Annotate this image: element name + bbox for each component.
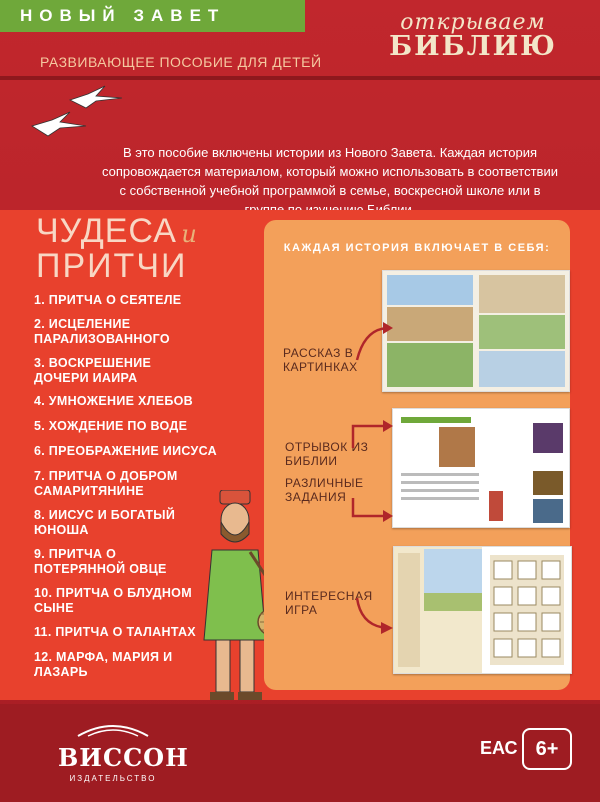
excerpt-preview — [392, 408, 570, 528]
publisher-emblem-icon — [68, 722, 158, 738]
book-subtitle: РАЗВИВАЮЩЕЕ ПОСОБИЕ ДЛЯ ДЕТЕЙ — [40, 54, 322, 70]
story-item: 7. ПРИТЧА О ДОБРОМ САМАРИТЯНИНЕ — [34, 469, 178, 498]
story-item: 4. УМНОЖЕНИЕ ХЛЕБОВ — [34, 394, 194, 408]
label-tasks: РАЗЛИЧНЫЕ ЗАДАНИЯ — [285, 476, 364, 504]
publisher-label: ИЗДАТЕЛЬСТВО — [69, 774, 157, 783]
publisher-logo — [58, 722, 189, 783]
label-game: ИНТЕРЕСНАЯ ИГРА — [285, 589, 373, 617]
story-item: 6. ПРЕОБРАЖЕНИЕ ИИСУСА — [34, 444, 217, 458]
logo-line-1: открываем — [400, 10, 546, 35]
intro-text: В это пособие включены истории из Нового Завета. Каждая история сопровождается материалом, который можно использовать в соответствии с собственной учебной программой в семье, воскресной школе или в — [102, 145, 558, 198]
birds-illustration — [30, 82, 140, 142]
brand-logo — [388, 10, 558, 70]
bird-icon — [70, 86, 122, 108]
story-item: 3. ВОСКРЕШЕНИЕ ДОЧЕРИ ИАИРА — [34, 356, 152, 385]
title-miracles: ЧУДЕСА — [36, 212, 177, 250]
story-item: 8. ИИСУС И БОГАТЫЙ ЮНОША — [34, 508, 176, 537]
story-item: 1. ПРИТЧА О СЕЯТЕЛЕ — [34, 293, 182, 307]
arrow-icon — [355, 320, 395, 370]
story-item: 10. ПРИТЧА О БЛУДНОМ СЫНЕ — [34, 586, 192, 615]
game-preview — [393, 546, 572, 674]
bracket-arrow-icon — [343, 418, 395, 540]
series-bar — [0, 0, 305, 32]
story-item: 9. ПРИТЧА О ПОТЕРЯННОЙ ОВЦЕ — [34, 547, 167, 576]
publisher-name: ВИССОН — [58, 743, 189, 772]
logo-line-2: БИБЛИЮ — [389, 31, 557, 62]
story-item: 11. ПРИТЧА О ТАЛАНТАХ — [34, 625, 196, 639]
story-item: 5. ХОЖДЕНИЕ ПО ВОДЕ — [34, 419, 188, 433]
eac-mark: ЕАС — [480, 738, 518, 758]
features-heading: КАЖДАЯ ИСТОРИЯ ВКЛЮЧАЕТ В СЕБЯ: — [283, 242, 551, 254]
label-excerpt: ОТРЫВОК ИЗ БИБЛИИ — [285, 440, 369, 468]
comics-preview — [382, 270, 570, 392]
series-title: НОВЫЙ ЗАВЕТ — [20, 6, 226, 25]
title-parables: ПРИТЧИ — [36, 247, 188, 285]
label-comics: РАССКАЗ В КАРТИНКАХ — [283, 346, 358, 374]
bird-icon — [32, 112, 86, 136]
age-rating-badge: 6+ — [522, 728, 572, 770]
comics-preview-image — [383, 271, 569, 391]
title-and: и — [181, 220, 197, 248]
game-preview-image — [394, 547, 571, 673]
header-divider — [0, 76, 600, 80]
arrow-icon — [355, 596, 395, 640]
excerpt-preview-image — [393, 409, 569, 527]
section-title — [36, 212, 197, 286]
story-item: 2. ИСЦЕЛЕНИЕ ПАРАЛИЗОВАННОГО — [34, 317, 170, 346]
story-item: 12. МАРФА, МАРИЯ И ЛАЗАРЬ — [34, 650, 173, 679]
